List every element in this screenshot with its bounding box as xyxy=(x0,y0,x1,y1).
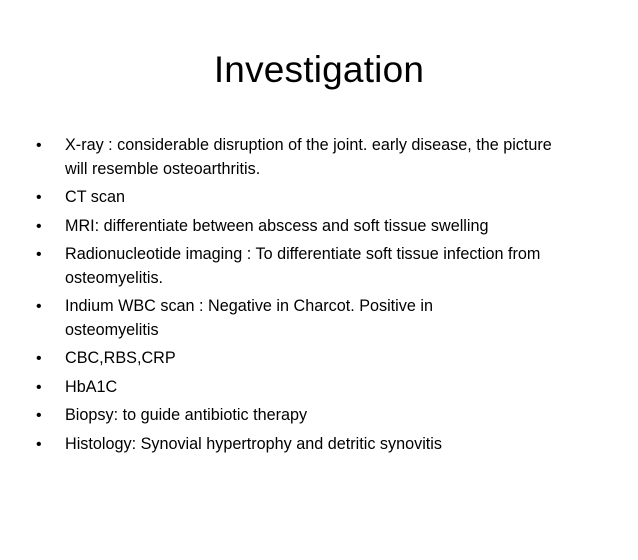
bullet-icon: • xyxy=(36,217,42,235)
bullet-item-indium-wbc xyxy=(32,295,612,342)
bullet-item-radionucleotide xyxy=(32,243,612,290)
bullet-item-xray xyxy=(32,134,612,181)
bullet-icon: • xyxy=(36,350,42,367)
bullet-text-line1: HbA1C xyxy=(65,377,118,396)
bullet-icon: • xyxy=(36,137,42,154)
bullet-text-line2: osteomyelitis. xyxy=(65,268,164,287)
bullet-text-line1: Indium WBC scan : Negative in Charcot. Positive in xyxy=(65,297,433,315)
bullet-icon: • xyxy=(36,246,42,263)
bullet-item-cbc xyxy=(32,347,612,371)
bullet-text-line1: CT scan xyxy=(65,188,125,206)
bullet-text-line1: Biopsy: to guide antibiotic therapy xyxy=(65,406,308,424)
bullet-text-line1: X-ray : considerable disruption of the joint. early disease, the picture xyxy=(65,136,552,154)
bullet-item-biopsy xyxy=(32,404,612,428)
bullet-item-ct-scan xyxy=(32,186,612,210)
bullet-item-hba1c xyxy=(32,376,612,400)
bullet-item-histology xyxy=(32,433,612,457)
bullet-text-line2: osteomyelitis xyxy=(65,320,159,339)
bullet-text-line1: MRI: differentiate between abscess and soft tissue swelling xyxy=(65,216,489,235)
bullet-text-line2: will resemble osteoarthritis. xyxy=(65,159,261,178)
slide-title: Investigation xyxy=(213,49,425,90)
bullet-text-line1: Histology: Synovial hypertrophy and detritic synovitis xyxy=(65,434,442,453)
bullet-icon: • xyxy=(36,298,42,315)
bullet-icon: • xyxy=(36,435,42,453)
bullet-text-line1: CBC,RBS,CRP xyxy=(65,349,176,367)
bullet-item-mri xyxy=(32,215,612,239)
bullet-icon: • xyxy=(36,189,42,206)
bullet-text-line1: Radionucleotide imaging : To differentiate soft tissue infection from xyxy=(65,245,541,263)
bullet-list xyxy=(32,134,612,461)
bullet-icon: • xyxy=(36,407,42,424)
bullet-icon: • xyxy=(36,378,42,396)
